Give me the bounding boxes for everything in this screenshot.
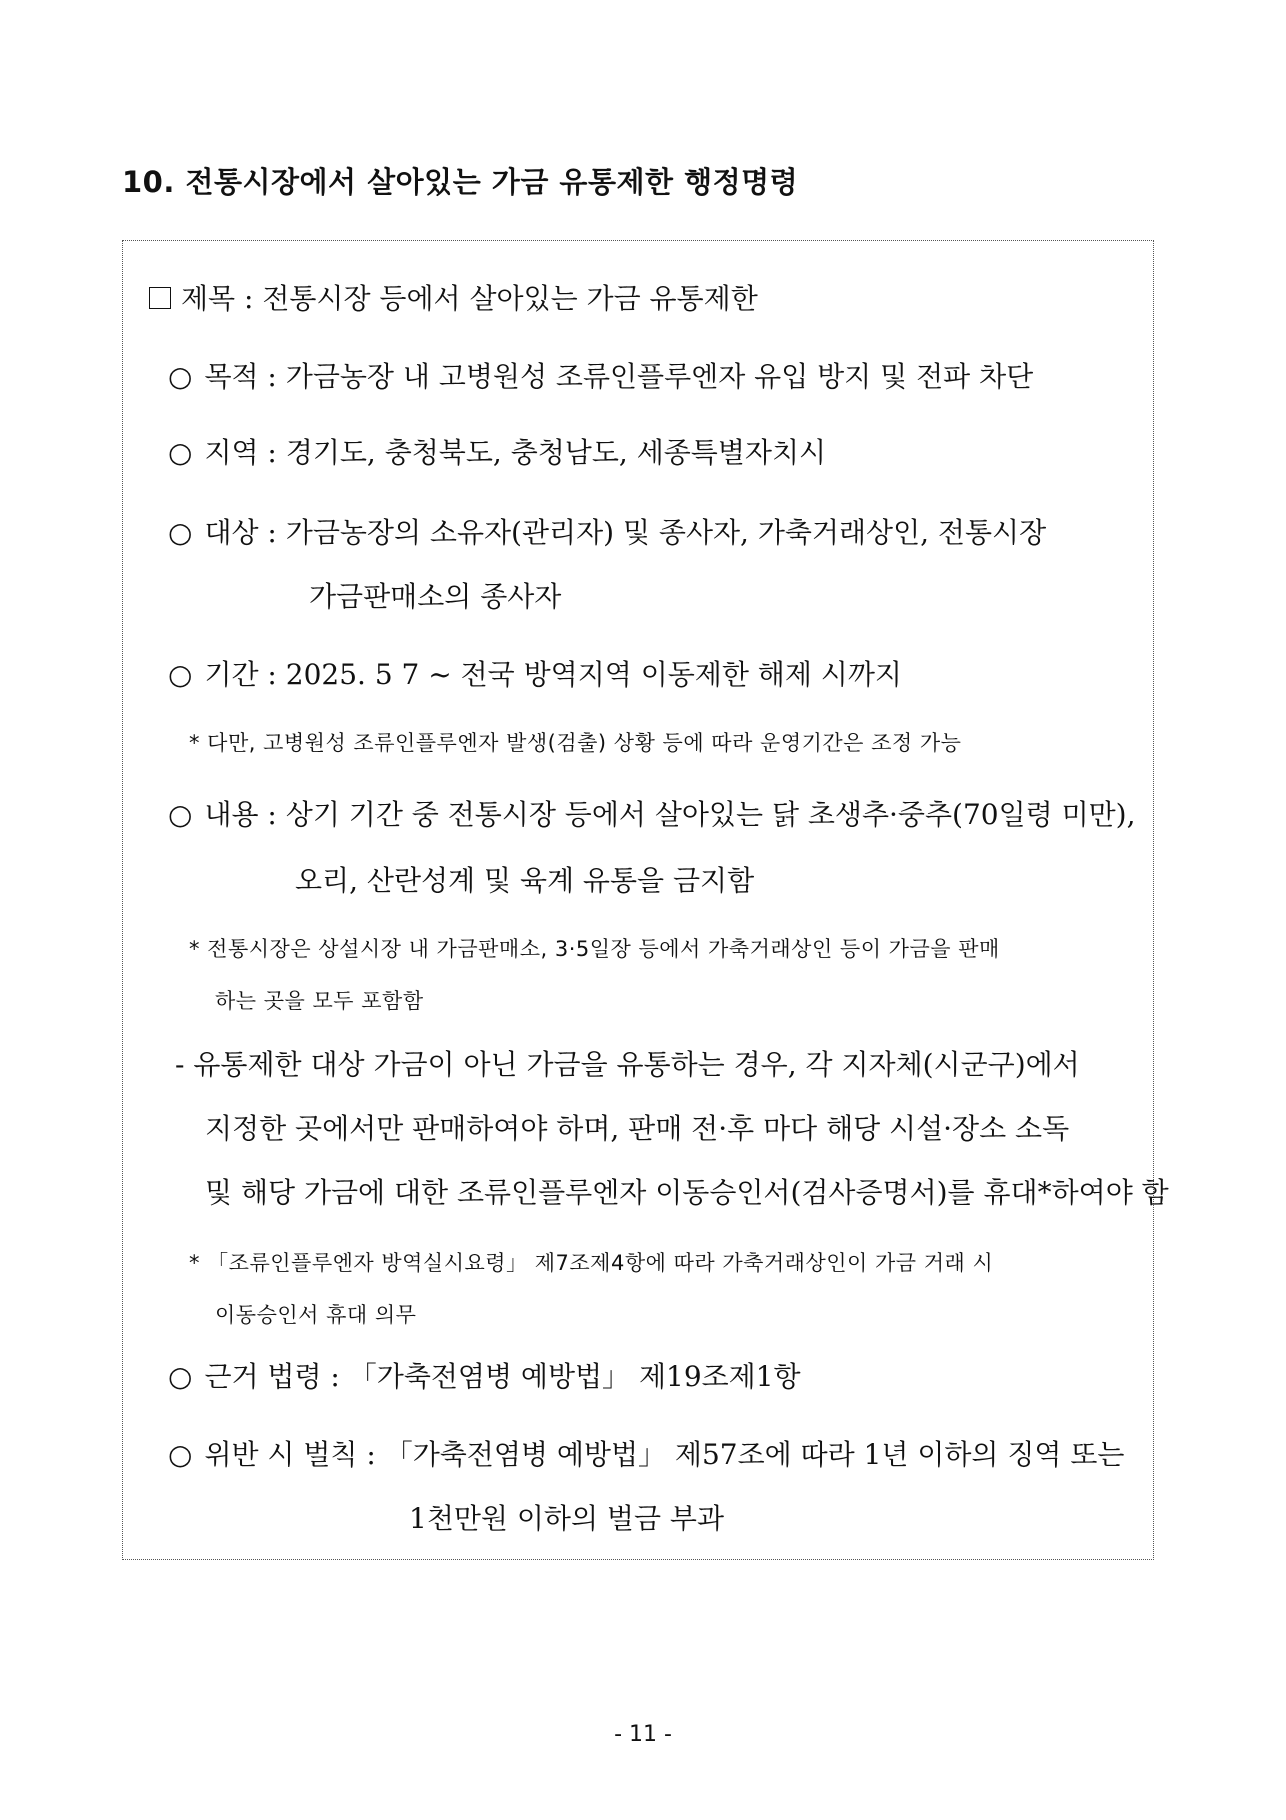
box-heading: 제목 : 전통시장 등에서 살아있는 가금 유통제한 <box>149 277 758 317</box>
item-region: ○ 지역 : 경기도, 충청북도, 충청남도, 세종특별자치시 <box>168 436 827 469</box>
note-period: * 다만, 고병원성 조류인플루엔자 발생(검출) 상황 등에 따라 운영기간은 조정 가능 <box>189 731 962 755</box>
circle-bullet-icon: ○ <box>168 658 193 691</box>
content-box <box>122 240 1169 1560</box>
item-penalty: ○ 위반 시 벌칙 : 「가축전염병 예방법」 제57조에 따라 1년 이하의 징역 또는 <box>168 1438 1125 1471</box>
dash-item-line1: - 유통제한 대상 가금이 아닌 가금을 유통하는 경우, 각 지자체(시군구)에서 <box>175 1048 1080 1081</box>
circle-bullet-icon: ○ <box>168 516 193 549</box>
item-purpose: ○ 목적 : 가금농장 내 고병원성 조류인플루엔자 유입 방지 및 전파 차단 <box>168 360 1034 393</box>
item-target-cont: 가금판매소의 종사자 <box>309 580 562 613</box>
note-market: * 전통시장은 상설시장 내 가금판매소, 3·5일장 등에서 가축거래상인 등이 가금을 판매 <box>189 937 1000 961</box>
circle-bullet-icon: ○ <box>168 1360 193 1393</box>
item-content: ○ 내용 : 상기 기간 중 전통시장 등에서 살아있는 닭 초생추·중추(70일령 미만), <box>168 798 1136 831</box>
note-certificate: * 「조류인플루엔자 방역실시요령」 제7조제4항에 따라 가축거래상인이 가금 거래 시 <box>189 1251 994 1275</box>
dash-item-line2: 지정한 곳에서만 판매하여야 하며, 판매 전·후 마다 해당 시설·장소 소독 <box>205 1112 1070 1145</box>
item-period: ○ 기간 : 2025. 5 7 ~ 전국 방역지역 이동제한 해제 시까지 <box>168 658 902 691</box>
note-market-cont: 하는 곳을 모두 포함함 <box>215 989 424 1013</box>
circle-bullet-icon: ○ <box>168 436 193 469</box>
circle-bullet-icon: ○ <box>168 360 193 393</box>
dash-item-line3: 및 해당 가금에 대한 조류인플루엔자 이동승인서(검사증명서)를 휴대*하여야 함 <box>205 1176 1169 1209</box>
item-target: ○ 대상 : 가금농장의 소유자(관리자) 및 종사자, 가축거래상인, 전통시장 <box>168 516 1047 549</box>
page-title: 10. 전통시장에서 살아있는 가금 유통제한 행정명령 <box>122 165 799 199</box>
item-content-cont: 오리, 산란성계 및 육계 유통을 금지함 <box>295 864 755 897</box>
circle-bullet-icon: ○ <box>168 798 193 831</box>
circle-bullet-icon: ○ <box>168 1438 193 1471</box>
square-bullet-icon <box>149 287 171 309</box>
note-certificate-cont: 이동승인서 휴대 의무 <box>215 1303 417 1327</box>
item-penalty-cont: 1천만원 이하의 벌금 부과 <box>409 1502 724 1535</box>
page-number: - 11 - <box>614 1722 672 1747</box>
item-legal-basis: ○ 근거 법령 : 「가축전염병 예방법」 제19조제1항 <box>168 1360 801 1393</box>
